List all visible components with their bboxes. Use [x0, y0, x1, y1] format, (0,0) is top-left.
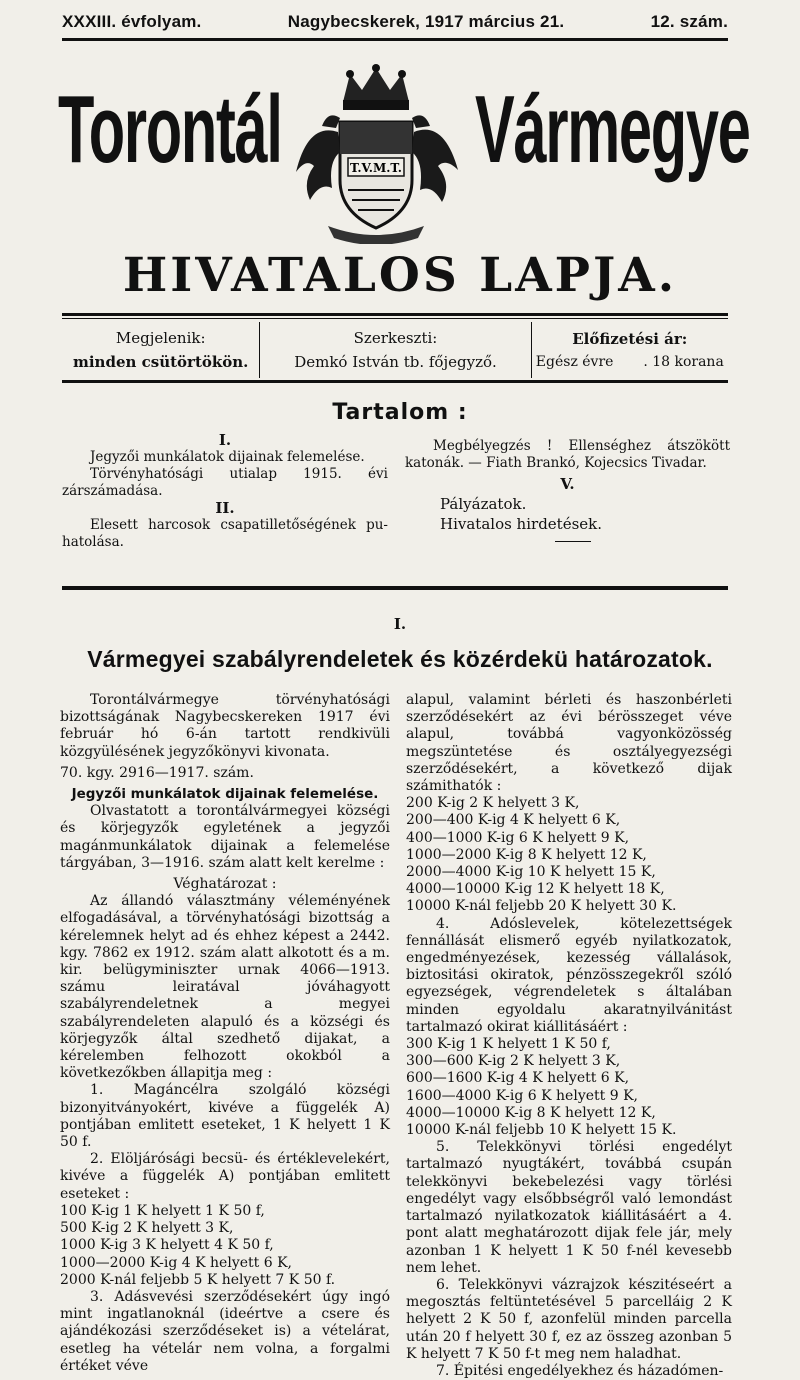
appears-label: Megjelenik: [115, 329, 206, 347]
fee-line: 100 K-ig 1 K helyett 1 K 50 f, [60, 1202, 265, 1219]
rate-line: 2000—4000 K-ig 10 K helyett 15 K, [406, 864, 656, 881]
rate-line: 200—400 K-ig 4 K helyett 6 K, [406, 812, 621, 829]
rate-line: 1000—2000 K-ig 8 K helyett 12 K, [406, 846, 647, 863]
rate-line: 1600—4000 K-ig 6 K helyett 9 K, [406, 1087, 638, 1104]
paragraph: 3. Adásvevési szerződésekért úgy ingó mint ingatlanoknál (ideértve a csere és ajándékozási szerződéseket is) a vételárat, esetleg ha vételár nem volna, a forgalmi értéket véve [60, 1288, 390, 1374]
paragraph: Olvastatott a torontálvármegyei községi és körjegyzők egyletének a jegyzői magánmunkálatok dijainak a felemelése tárgyában, 3—1916. szám alatt kelt kerelme : [60, 803, 390, 871]
section-title: Vármegyei szabályrendeletek és közérdekü határozatok. [87, 646, 713, 672]
contents-item: Pályázatok. [440, 495, 527, 513]
subscription-price: . 18 korana [643, 354, 724, 370]
place-date: Nagybecskerek, 1917 március 21. [287, 12, 565, 31]
contents-right-column [405, 438, 730, 542]
contents-item: Elesett harcosok csapatilletőségének pu-hatolása. [62, 517, 388, 550]
paragraph: 1. Magáncélra szolgáló községi bizonyitványokért, kivéve a függelék A) pontjában emlitett eseteket, 1 K helyett 1 K 50 f. [60, 1082, 390, 1151]
paragraph: 4. Adóslevelek, kötelezettségek fennállását elismerő egyéb nyilatkozatok, engedményezések, kezesség vállalások, biztositási okiratok, pénzösszegekről szóló egyezségek, végrendeletek s általában minden egyoldalu akaratnyilvánitást tartalmazó okirat kiállitásáért : [406, 915, 732, 1035]
rate-line: 10000 K-nál feljebb 20 K helyett 30 K. [406, 898, 677, 915]
rate-line: 200 K-ig 2 K helyett 3 K, [406, 795, 580, 812]
contents-item: Megbélyegzés ! Ellenséghez átszökött katonák. — Fiath Brankó, Kojecsics Tivadar. [405, 438, 730, 471]
fee-line: 2000 K-nál feljebb 5 K helyett 7 K 50 f. [60, 1271, 336, 1288]
fee-line: 1000 K-ig 3 K helyett 4 K 50 f, [60, 1237, 274, 1254]
article-heading: Jegyzői munkálatok dijainak felemelése. [71, 786, 379, 803]
paragraph: alapul, valamint bérleti és haszonbérleti szerződésekért az évi bérösszeget véve alapul, továbbá vagyonközösség megszüntetése és osztályegyezségi szerződésekért, a következő dijak számithatók : [406, 692, 732, 795]
rate-line: 4000—10000 K-ig 8 K helyett 12 K, [406, 1104, 656, 1121]
subscription-price-line [536, 354, 724, 370]
editor-box [260, 322, 531, 378]
article-right-column [406, 692, 732, 1380]
rate-line: 300 K-ig 1 K helyett 1 K 50 f, [406, 1036, 611, 1053]
contents-item: Hivatalos hirdetések. [440, 515, 603, 533]
contents-left-column [62, 432, 388, 551]
paragraph: Az állandó választmány véleményének elfogadásával, a törvényhatósági bizottság a kérelemnek helyt ad és ehhez képest a 2442. kgy. 7862 ex 1912. szám alatt alkotott és a m. kir. belügyminiszter urnak 4066—1913. számu leiratával jóváhagyott szabályrendeletnek a megyei szabályrendeleten alapuló és a községi és körjegyzők által szedhető dijakat, a kérelemben felhozott okokból a következőkben állapitja meg : [60, 893, 390, 1082]
decision-heading: Véghatározat : [173, 876, 277, 893]
contents-rule [62, 586, 728, 590]
county-coat-of-arms-icon [288, 62, 464, 244]
contents-section-v: V. [560, 475, 575, 493]
paragraph: 6. Telekkönyvi vázrajzok készitéseért a megosztás feltüntetésével 5 parcelláig 2 K helyett 2 K 50 f, azonfelül minden parcella után 20 f helyett 30 f, ez az összeg azonban 5 K helyett 7 K 50 f-t meg nem haladhat. [406, 1276, 732, 1362]
header-rule [62, 38, 728, 41]
subscription-period: Egész évre [535, 354, 614, 370]
masthead-title-right: Vármegye [475, 76, 750, 183]
editor-value: Demkó István tb. főjegyző. [294, 353, 497, 371]
fee-line: 500 K-ig 2 K helyett 3 K, [60, 1220, 234, 1237]
paragraph: 2. Elöljárósági becsü- és értéklevelekért, kivéve a függelék A) pontjában emlitett eseteket : [60, 1151, 390, 1202]
section-number: I. [393, 615, 407, 633]
volume-number: XXXIII. évfolyam. [62, 12, 202, 31]
editor-label: Szerkeszti: [353, 329, 438, 347]
issue-number: 12. szám. [650, 12, 728, 31]
subscription-label: Előfizetési ár: [572, 330, 688, 348]
crest-label: T.V.M.T. [350, 161, 402, 175]
reference-number: 70. kgy. 2916—1917. szám. [60, 764, 254, 781]
rate-line: 300—600 K-ig 2 K helyett 3 K, [406, 1053, 621, 1070]
header-line [62, 12, 728, 32]
rate-line: 400—1000 K-ig 6 K helyett 9 K, [406, 829, 630, 846]
contents-end-dash [555, 541, 591, 542]
fee-line: 1000—2000 K-ig 4 K helyett 6 K, [60, 1254, 292, 1271]
masthead-rule-thin [62, 318, 728, 319]
masthead-rule [62, 313, 728, 316]
appears-value: minden csütörtökön. [72, 353, 249, 371]
contents-item: Jegyzői munkálatok dijainak felemelése. [90, 449, 365, 465]
rate-line: 600—1600 K-ig 4 K helyett 6 K, [406, 1070, 630, 1087]
intro-paragraph: Torontálvármegye törvényhatósági bizottságának Nagybecskereken 1917 évi február hó 6-án tartott rendkivüli közgyülésének jegyzőkönyvi kivonata. [60, 692, 390, 760]
appears-box [62, 322, 260, 378]
contents-section-i: I. [218, 431, 232, 449]
masthead-title-left: Torontál [58, 76, 282, 183]
article-left-column [60, 692, 390, 1375]
contents-section-ii: II. [215, 499, 235, 517]
contents-item: Törvényhatósági utialap 1915. évi zárszámadása. [62, 466, 388, 499]
info-rule [62, 380, 728, 383]
rate-line: 4000—10000 K-ig 12 K helyett 18 K, [406, 881, 665, 898]
contents-title: Tartalom : [332, 400, 468, 425]
subscription-box [532, 322, 728, 378]
paragraph: 5. Telekkönyvi törlési engedélyt tartalmazó nyugtákért, továbbá csupán telekkönyvi bekebelezési vagy törlési engedélyt vagy elsőbbségről való lemondást tartalmazó nyilatkozatok kiállitásáért a 4. pont alatt meghatározott dijak fele jár, mely azonban 1 K helyett 1 K 50 f-nél kevesebb nem lehet. [406, 1139, 732, 1276]
rate-line: 10000 K-nál feljebb 10 K helyett 15 K. [406, 1122, 677, 1139]
paragraph: 7. Épitési engedélyekhez és házadómen- [436, 1362, 724, 1379]
masthead-subtitle: HIVATALOS LAPJA. [122, 248, 678, 303]
publication-info [62, 322, 728, 378]
